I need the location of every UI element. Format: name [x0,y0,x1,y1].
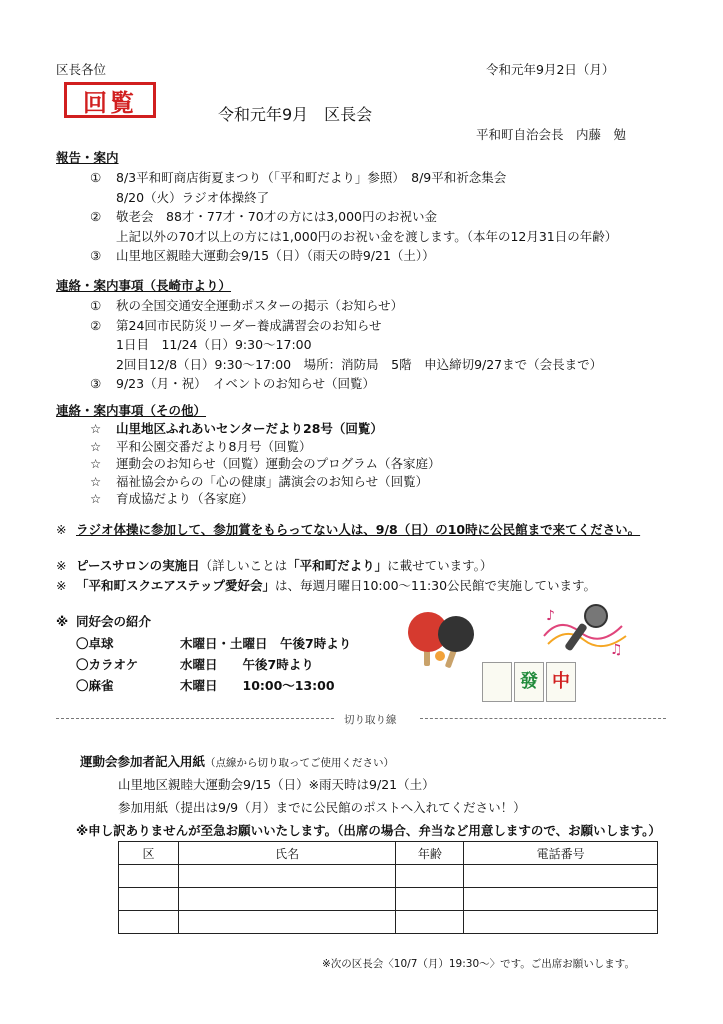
clubs-list [76,634,351,697]
district-cell[interactable] [119,911,179,934]
addressee: 区長各位 [56,62,107,77]
star-icon: ☆ [90,438,102,454]
list-item [90,227,617,247]
note-mark: ※ [56,614,69,629]
star-icon: ☆ [90,491,102,506]
karaoke-microphone-icon [540,596,632,658]
district-cell[interactable] [119,888,179,911]
item-text: 運動会のお知らせ（回覧）運動会のプログラム（各家庭） [116,456,441,471]
list-item [90,472,441,490]
item-mark: ③ [90,376,102,391]
cut-line-right [420,718,666,719]
sender: 平和町自治会長 内藤 勉 [476,127,627,142]
star-icon: ☆ [90,456,102,471]
item-text: 福祉協会からの「心の健康」講演会のお知らせ（回覧） [116,473,429,489]
clubs-heading [56,612,151,630]
item-text: 第24回市民防災リーダー養成講習会のお知らせ [116,317,382,333]
column-header-name: 氏名 [178,842,396,865]
item-mark: ① [90,170,102,185]
section3-list [90,419,441,507]
mahjong-tile-hatsu: 發 [514,662,544,702]
item-text: 山里地区ふれあいセンターだより28号（回覧） [116,421,383,436]
table-row [119,865,658,888]
svg-text:♫: ♫ [610,642,623,658]
table-header-row [119,842,658,865]
list-item [90,207,617,227]
district-cell[interactable] [119,865,179,888]
form-event-line: 山里地区親睦大運動会9/15（日）※雨天時は9/21（土） [118,777,435,792]
list-item [90,374,602,394]
name-cell[interactable] [178,888,396,911]
item-mark: ③ [90,248,102,263]
section2-list [90,296,602,394]
mahjong-tile-blank [482,662,512,702]
note-mark: ※ [56,558,67,573]
form-urgent-note: ※申し訳ありませんが至急お願いいたします。（出席の場合、弁当など用意しますので、お願いします。） [76,823,661,838]
note-mark: ※ [56,578,67,593]
phone-cell[interactable] [464,865,658,888]
item-text: 育成協だより（各家庭） [116,491,254,506]
section1-list [90,168,617,266]
item-text: 8/3平和町商店街夏まつり（「平和町だより」参照） 8/9平和祈念集会 [116,170,507,185]
item-text: 2回目12/8（日）9:30～17:00 場所：消防局 5階 申込締切9/27まで（会長まで） [116,356,603,372]
name-cell[interactable] [178,911,396,934]
column-header-district: 区 [119,842,179,865]
column-header-age: 年齢 [396,842,464,865]
table-row [119,888,658,911]
form-title-note: （点線から切り取ってご使用ください） [205,757,395,769]
item-text: 平和公園交番だより8月号（回覧） [116,438,312,454]
list-item [90,316,602,336]
kairan-stamp: 回覧 [64,82,156,118]
issue-date: 令和元年9月2日（月） [486,62,615,77]
list-item [90,437,441,455]
list-item [90,296,602,316]
page-title: 令和元年9月 区長会 [218,105,373,124]
mahjong-tile-chun: 中 [546,662,576,702]
svg-text:♪: ♪ [546,608,555,624]
list-item [90,419,441,437]
form-submission-line: 参加用紙（提出は9/9（月）までに公民館のポストへ入れてください！） [118,800,526,815]
section-heading-other: 連絡・案内事項（その他） [56,403,207,418]
item-text: 敬老会 88才・77才・70才の方には3,000円のお祝い金 [116,209,438,224]
notice-peace-salon: ※ ピースサロンの実施日（詳しいことは「平和町だより」に載せています。） [56,558,493,573]
club-row: 〇卓球 木曜日・土曜日 午後7時より [76,636,352,651]
notice-radio-text: ラジオ体操に参加して、参加賞をもらってない人は、9/8（日）の10時に公民館まで来てください。 [76,522,641,537]
form-title [80,752,394,770]
list-item [90,188,617,208]
item-text: 山里地区親睦大運動会9/15（日）（雨天の時9/21（土）） [116,248,435,263]
column-header-phone: 電話番号 [464,842,658,865]
club-row: 〇麻雀 木曜日 10:00～13:00 [76,678,335,693]
age-cell[interactable] [396,911,464,934]
item-text: 1日目 11/24（日）9:30～17:00 [116,337,312,352]
list-item [90,489,441,507]
item-text: 秋の全国交通安全運動ポスターの掲示（お知らせ） [116,298,404,313]
phone-cell[interactable] [464,888,658,911]
footer-next-meeting: ※次の区長会〈10/7（月）19:30～〉です。ご出席お願いします。 [322,958,635,970]
star-icon: ☆ [90,473,102,489]
list-item [90,454,441,472]
list-item [90,355,602,375]
item-mark: ① [90,298,102,313]
notice-radio [56,520,640,538]
item-text: 8/20（火）ラジオ体操終了 [116,189,270,205]
item-mark: ② [90,317,102,333]
cut-line-left [56,718,334,719]
table-row [119,911,658,934]
section-heading-nagasaki: 連絡・案内事項（長崎市より） [56,278,232,293]
phone-cell[interactable] [464,911,658,934]
item-text: 上記以外の70才以上の方には1,000円のお祝い金を渡します。（本年の12月31日の年齢） [116,228,618,244]
list-item [90,335,602,355]
clubs-heading-text: 同好会の紹介 [76,614,152,629]
list-item [90,168,617,188]
participant-table [118,841,658,934]
name-cell[interactable] [178,865,396,888]
star-icon: ☆ [90,421,102,436]
note-mark: ※ [56,522,67,537]
item-mark: ② [90,209,102,224]
club-row: 〇カラオケ 水曜日 午後7時より [76,657,314,672]
item-text: 9/23（月・祝） イベントのお知らせ（回覧） [116,376,375,391]
list-item [90,246,617,266]
section-heading-reports: 報告・案内 [56,150,119,165]
ping-pong-paddles-icon [402,608,484,670]
form-title-text: 運動会参加者記入用紙 [80,754,206,769]
cut-line-label: 切り取り線 [344,714,397,726]
age-cell[interactable] [396,888,464,911]
notice-square-step: ※ 「平和町スクエアステップ愛好会」は、毎週月曜日10:00～11:30公民館で実施しています。 [56,578,597,593]
age-cell[interactable] [396,865,464,888]
